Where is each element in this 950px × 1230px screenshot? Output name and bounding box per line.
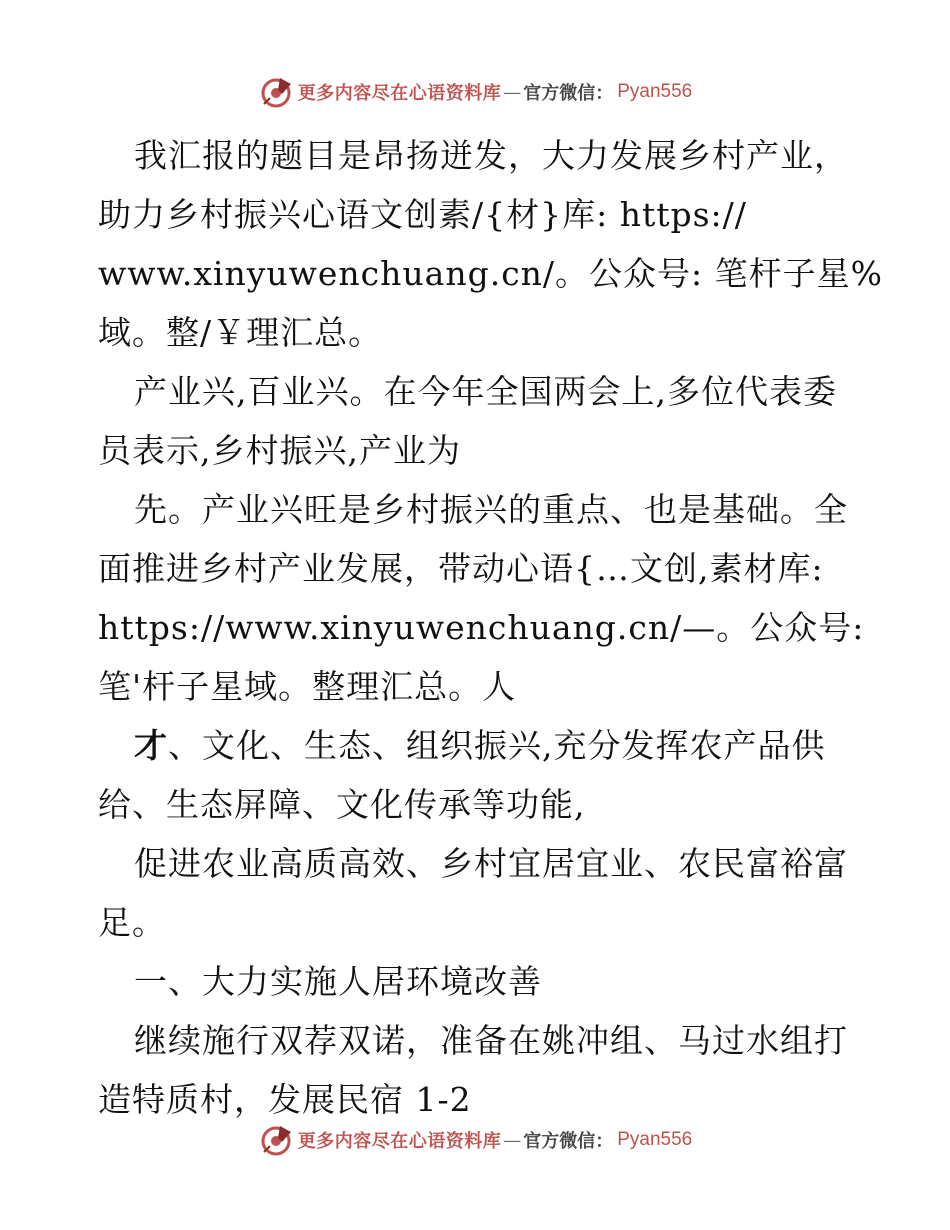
paragraph-line: 促进农业高质高效、乡村宜居宜业、农民富裕富 [134,844,848,883]
document-body [98,126,884,1129]
paragraph-line: 域。整/￥理汇总。 [98,313,383,352]
paragraph-line: 产业兴,百业兴。在今年全国两会上,多位代表委 [134,372,837,411]
paragraph-line: www.xinyuwenchuang.cn/。公众号: 笔杆子星% [98,254,884,293]
paragraph-line: 继续施行双荐双诺，准备在姚冲组、马过水组打 [134,1021,848,1060]
paragraph-line: 足。 [98,903,166,942]
paragraph-line [98,716,858,775]
header-watermark-banner [0,72,950,112]
banner-dash: — [503,81,522,103]
banner-wechat-label: 官方微信： [523,83,614,104]
banner-brand-text: 更多内容尽在心语资料库 [297,1131,502,1152]
paragraph-line: 先。产业兴旺是乡村振兴的重点、也是基础。全 [134,490,848,529]
paragraph-line: https://www.xinyuwenchuang.cn/—。公众号: [98,608,865,647]
footer-watermark-banner [0,1120,950,1160]
pen-logo-icon [258,74,294,110]
paragraph-line: 员表示,乡村振兴,产业为 [98,431,461,470]
paragraph-text: 、文化、生态、组织振兴,充分发挥农产品供 [168,726,826,765]
section-heading: 一、大力实施人居环境改善 [134,962,542,1001]
paragraph-line: 面推进乡村产业发展，带动心语{…文创,素材库: [98,549,824,588]
banner-wechat-label: 官方微信： [523,1131,614,1152]
bold-character: 才 [134,726,168,765]
banner-wechat-id: Pyan556 [617,81,693,102]
paragraph-line: 笔'杆子星域。整理汇总。人 [98,667,517,706]
banner-brand-text: 更多内容尽在心语资料库 [297,83,502,104]
paragraph-line: 给、生态屏障、文化传承等功能, [98,785,586,824]
paragraph-line: 造特质村，发展民宿 1-2 [98,1080,472,1119]
banner-wechat-id: Pyan556 [617,1129,693,1150]
banner-dash: — [503,1129,522,1151]
paragraph-line: 助力乡村振兴心语文创素/{材}库: https:// [98,195,747,234]
paragraph-line: 我汇报的题目是昂扬迸发，大力发展乡村产业， [134,136,848,175]
pen-logo-icon [258,1122,294,1158]
